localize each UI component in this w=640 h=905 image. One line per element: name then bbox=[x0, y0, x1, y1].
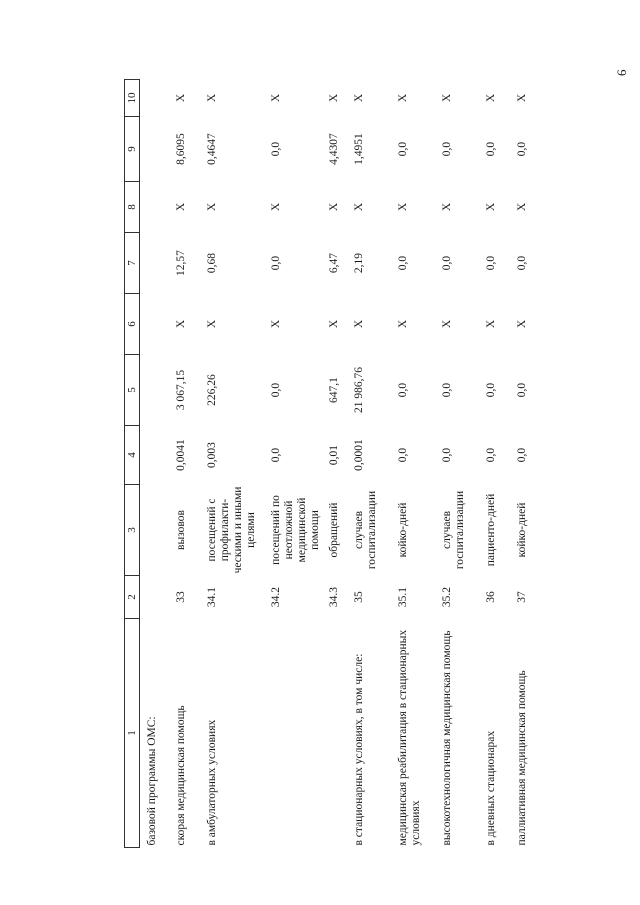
header-row bbox=[125, 80, 140, 848]
cell-col-8: X bbox=[441, 202, 453, 212]
section-row bbox=[140, 80, 168, 848]
cell-col-2: 36 bbox=[485, 591, 497, 603]
cell-col-7: 0,0 bbox=[397, 255, 409, 271]
cell-col-4: 0,0 bbox=[270, 447, 282, 463]
page-number: 6 bbox=[614, 69, 629, 76]
table-row bbox=[345, 80, 389, 848]
table-row bbox=[508, 80, 539, 848]
cell-col-1: высокотехнологичная медицинская помощь bbox=[441, 630, 453, 846]
header-col-5: 5 bbox=[125, 355, 140, 426]
cell-col-7: 12,57 bbox=[175, 250, 187, 276]
cell-col-5: 226,26 bbox=[206, 374, 218, 406]
cell-col-10: X bbox=[270, 93, 282, 103]
cell-col-8: X bbox=[270, 202, 282, 212]
cell-col-4: 0,0041 bbox=[175, 439, 187, 471]
cell-col-2: 37 bbox=[516, 591, 528, 603]
cell-col-9: 0,0 bbox=[397, 141, 409, 157]
table-row bbox=[326, 80, 345, 848]
rotated-table-frame bbox=[124, 90, 528, 848]
cell-col-7: 0,0 bbox=[270, 255, 282, 271]
cell-col-2: 34.3 bbox=[328, 586, 340, 608]
cell-col-9: 4,4307 bbox=[328, 133, 340, 165]
section-title: базовой программы ОМС: bbox=[146, 716, 158, 846]
cell-col-9: 0,0 bbox=[485, 141, 497, 157]
cell-col-4: 0,0001 bbox=[353, 439, 365, 471]
cell-col-3: койко-дней bbox=[516, 502, 528, 558]
cell-col-6: X bbox=[328, 319, 340, 329]
cell-col-10: X bbox=[397, 93, 409, 103]
cell-col-10: X bbox=[353, 93, 365, 103]
cell-col-7: 0,0 bbox=[516, 255, 528, 271]
table-row bbox=[433, 80, 477, 848]
header-col-6: 6 bbox=[125, 294, 140, 355]
cell-col-8: X bbox=[328, 202, 340, 212]
cell-col-2: 35.2 bbox=[441, 586, 453, 608]
header-col-3: 3 bbox=[125, 485, 140, 576]
cell-col-9: 0,0 bbox=[516, 141, 528, 157]
header-col-2: 2 bbox=[125, 576, 140, 619]
cell-col-4: 0,0 bbox=[441, 447, 453, 463]
cell-col-7: 6,47 bbox=[328, 252, 340, 274]
cell-col-10: X bbox=[485, 93, 497, 103]
cell-col-8: X bbox=[206, 202, 218, 212]
omc-table bbox=[124, 79, 539, 848]
header-col-9: 9 bbox=[125, 117, 140, 182]
cell-col-1: в амбулаторных условиях bbox=[206, 719, 218, 846]
cell-col-10: X bbox=[441, 93, 453, 103]
cell-col-9: 1,4951 bbox=[353, 133, 365, 165]
cell-col-8: X bbox=[175, 202, 187, 212]
cell-col-2: 34.1 bbox=[206, 586, 218, 608]
cell-col-6: X bbox=[485, 319, 497, 329]
cell-col-3: обращений bbox=[328, 502, 340, 558]
cell-col-4: 0,01 bbox=[328, 444, 340, 466]
cell-col-9: 0,0 bbox=[270, 141, 282, 157]
cell-col-7: 0,68 bbox=[206, 252, 218, 274]
header-col-1: 1 bbox=[125, 619, 140, 848]
cell-col-2: 33 bbox=[175, 591, 187, 603]
cell-col-3: случаев госпитализации bbox=[353, 490, 378, 570]
table-row bbox=[198, 80, 268, 848]
cell-col-6: X bbox=[270, 319, 282, 329]
cell-col-6: X bbox=[397, 319, 409, 329]
table-row bbox=[477, 80, 508, 848]
cell-col-8: X bbox=[485, 202, 497, 212]
cell-col-4: 0,0 bbox=[485, 447, 497, 463]
cell-col-1: скорая медицинская помощь bbox=[175, 705, 187, 846]
cell-col-1 bbox=[326, 619, 345, 848]
cell-col-5: 0,0 bbox=[516, 382, 528, 398]
table-row bbox=[167, 80, 198, 848]
cell-col-9: 0,0 bbox=[441, 141, 453, 157]
cell-col-4: 0,003 bbox=[206, 442, 218, 468]
cell-col-1 bbox=[268, 619, 326, 848]
cell-col-3: случаев госпитализации bbox=[441, 490, 466, 570]
cell-col-2: 34.2 bbox=[270, 586, 282, 608]
cell-col-5: 3 067,15 bbox=[175, 369, 187, 411]
cell-col-10: X bbox=[206, 93, 218, 103]
cell-col-7: 2,19 bbox=[353, 252, 365, 274]
cell-col-3: койко-дней bbox=[397, 502, 409, 558]
cell-col-6: X bbox=[206, 319, 218, 329]
cell-col-10: X bbox=[175, 93, 187, 103]
cell-col-4: 0,0 bbox=[516, 447, 528, 463]
cell-col-6: X bbox=[175, 319, 187, 329]
header-col-4: 4 bbox=[125, 426, 140, 485]
cell-col-3: пациенто-дней bbox=[485, 493, 497, 567]
cell-col-10: X bbox=[516, 93, 528, 103]
cell-col-3: вызовов bbox=[175, 510, 187, 550]
cell-col-1: медицинская реабилитация в стационарных условиях bbox=[397, 629, 422, 846]
cell-col-2: 35.1 bbox=[397, 586, 409, 608]
cell-col-6: X bbox=[353, 319, 365, 329]
cell-col-5: 0,0 bbox=[270, 382, 282, 398]
cell-col-5: 0,0 bbox=[441, 382, 453, 398]
cell-col-8: X bbox=[516, 202, 528, 212]
header-col-8: 8 bbox=[125, 182, 140, 233]
cell-col-6: X bbox=[441, 319, 453, 329]
cell-col-8: X bbox=[397, 202, 409, 212]
cell-col-10: X bbox=[328, 93, 340, 103]
table-row bbox=[389, 80, 433, 848]
cell-col-5: 0,0 bbox=[397, 382, 409, 398]
cell-col-9: 8,6095 bbox=[175, 133, 187, 165]
cell-col-1: в стационарных условиях, в том числе: bbox=[353, 653, 365, 846]
cell-col-7: 0,0 bbox=[485, 255, 497, 271]
cell-col-5: 0,0 bbox=[485, 382, 497, 398]
cell-col-3: посещений по неотложной медицинской помощи bbox=[270, 495, 321, 565]
cell-col-1: паллиативная медицинская помощь bbox=[516, 670, 528, 846]
cell-col-3: посещений с профилакти-ческими и иными целями bbox=[206, 486, 257, 574]
header-col-7: 7 bbox=[125, 233, 140, 294]
cell-col-8: X bbox=[353, 202, 365, 212]
table-row bbox=[268, 80, 326, 848]
cell-col-1: в дневных стационарах bbox=[485, 730, 497, 846]
cell-col-5: 21 986,76 bbox=[353, 367, 365, 413]
cell-col-7: 0,0 bbox=[441, 255, 453, 271]
cell-col-2: 35 bbox=[353, 591, 365, 603]
cell-col-4: 0,0 bbox=[397, 447, 409, 463]
header-col-10: 10 bbox=[125, 80, 140, 117]
cell-col-6: X bbox=[516, 319, 528, 329]
cell-col-9: 0,4647 bbox=[206, 133, 218, 165]
cell-col-5: 647,1 bbox=[328, 377, 340, 403]
